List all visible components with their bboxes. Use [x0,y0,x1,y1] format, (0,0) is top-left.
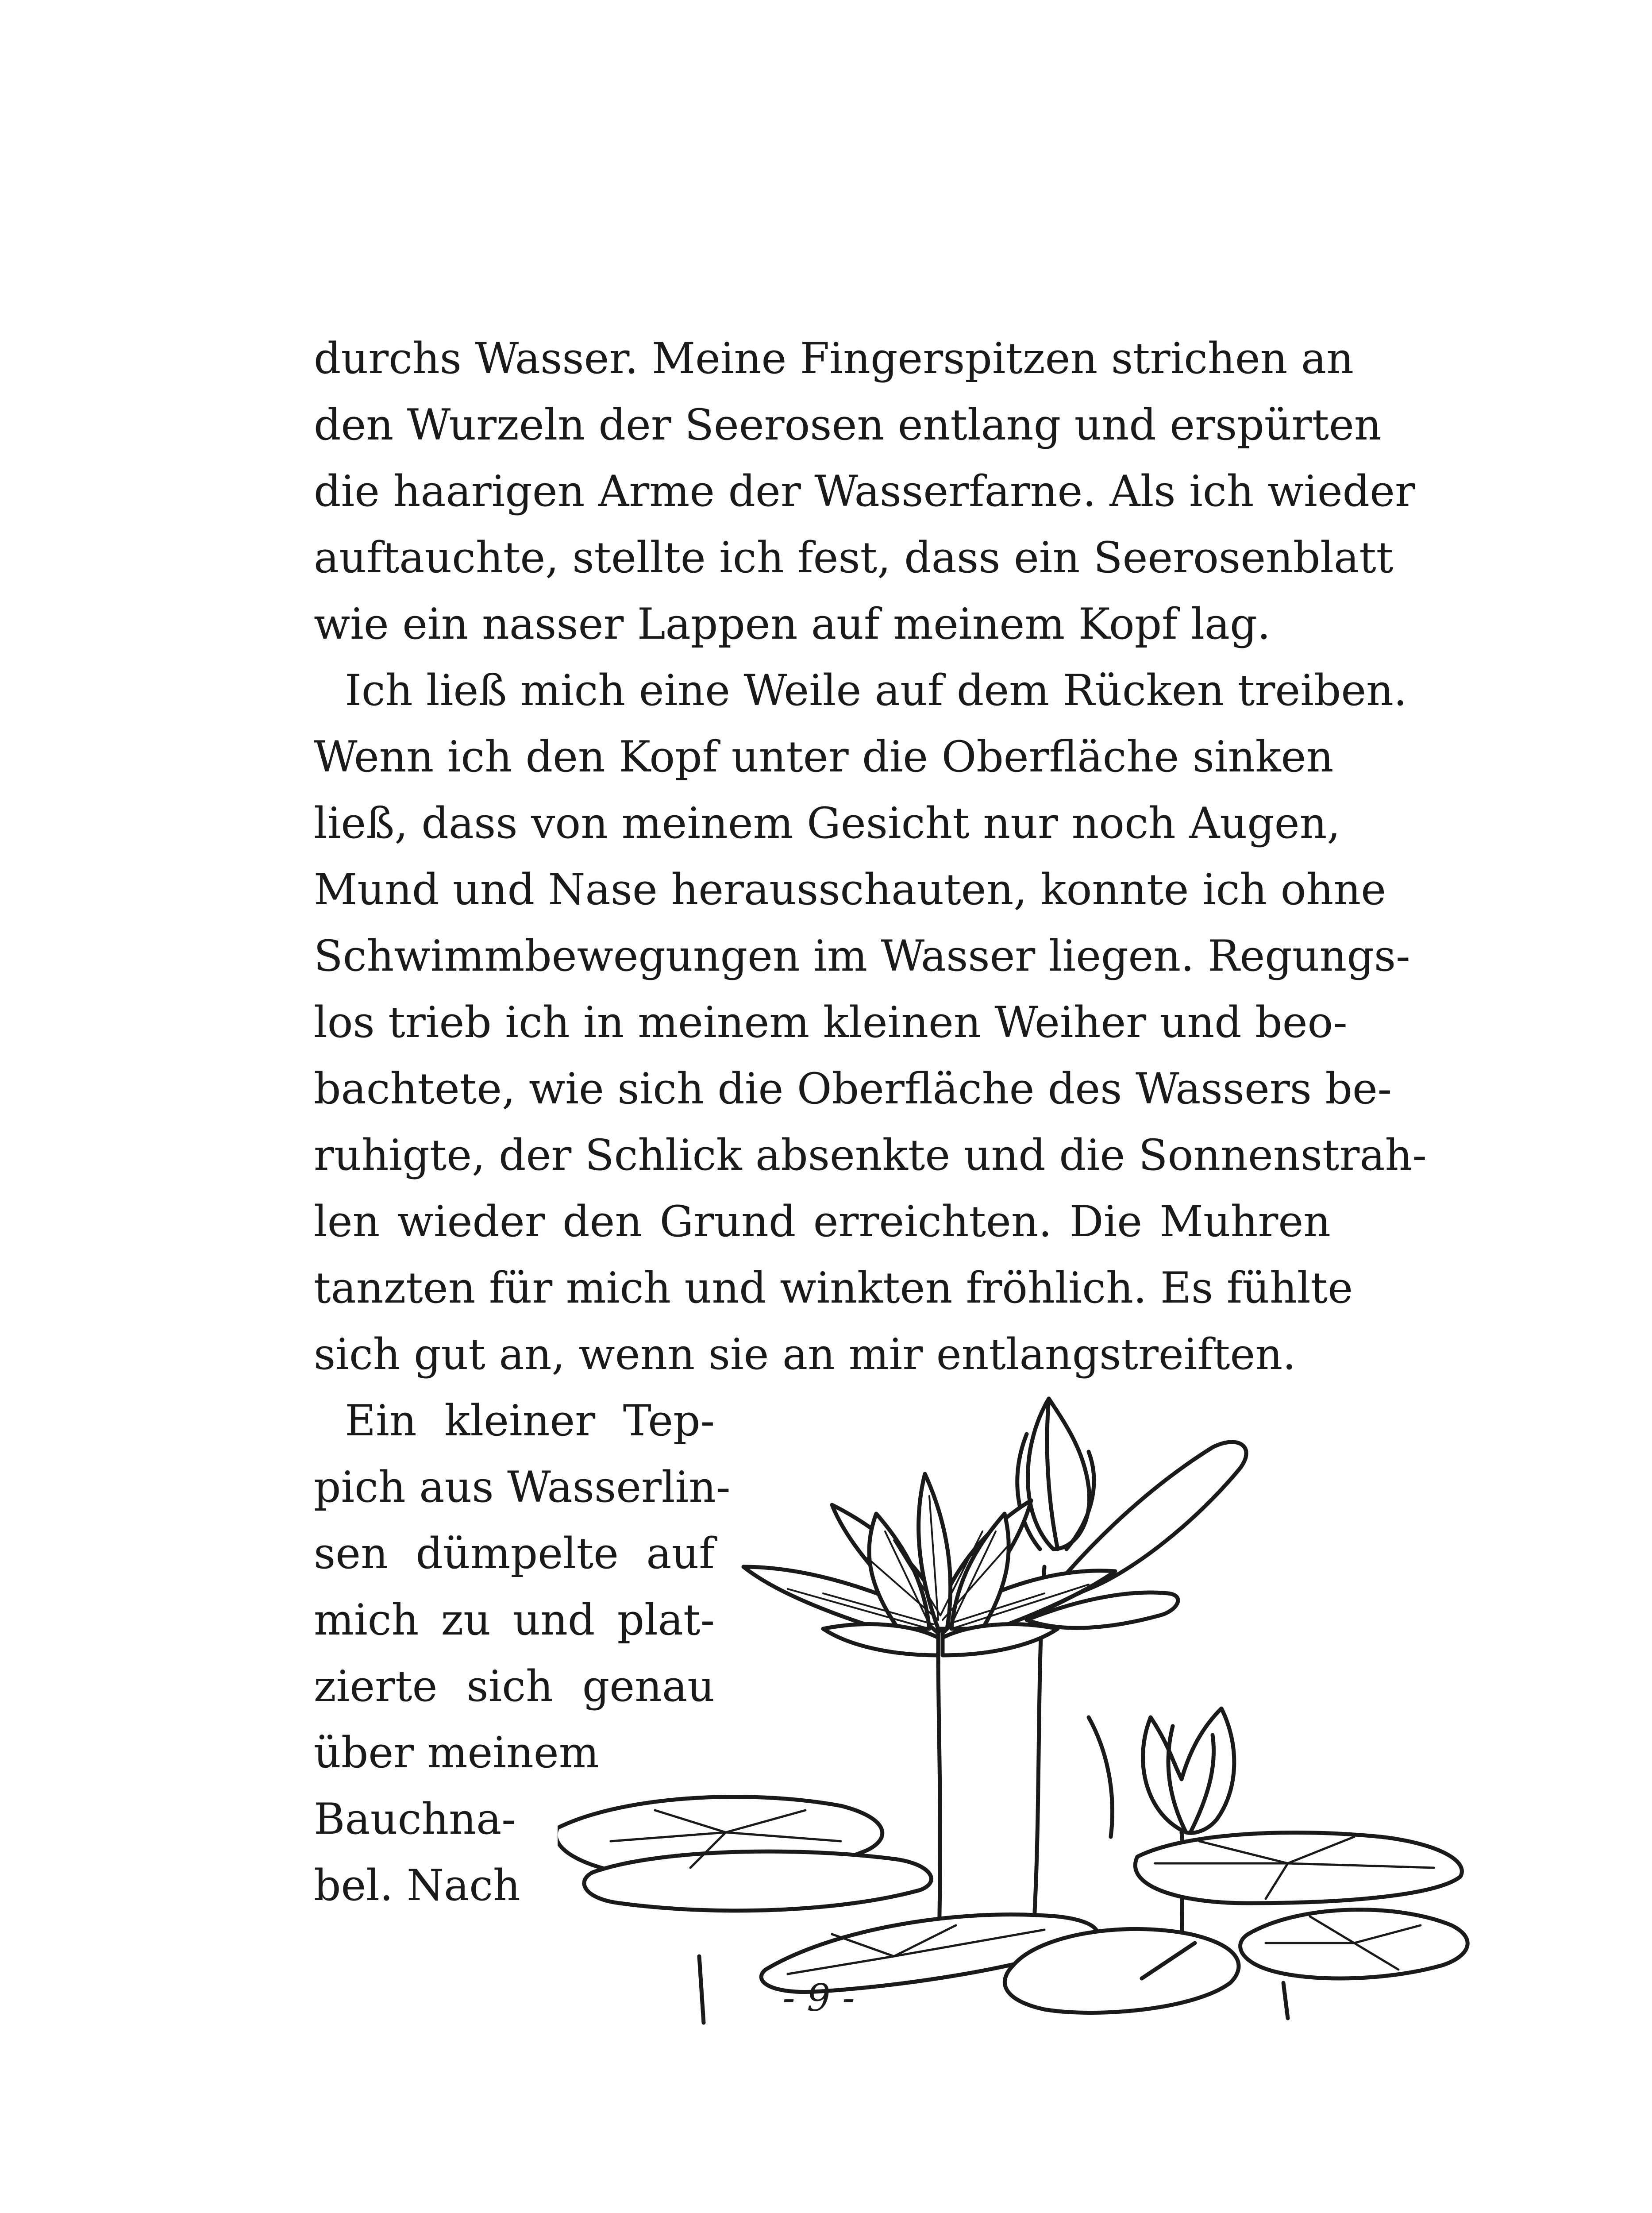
text-line: zierte sich genau [314,1662,715,1711]
text-line: mich zu und plat- [314,1595,715,1645]
text-line: auftauchte, stellte ich fest, dass ein Seerosenblatt [314,533,1394,582]
water-lily-illustration-icon [558,1381,1487,2071]
text-line: pich aus Wasserlin- [314,1462,731,1512]
text-line: ließ, dass von meinem Gesicht nur noch Augen, [314,798,1340,848]
text-line: den Wurzeln der Seerosen entlang und erspürten [314,400,1382,450]
text-line: bachtete, wie sich die Oberfläche des Wassers be- [314,1064,1392,1114]
text-line: len wieder den Grund erreichten. Die Muhren [314,1197,1331,1246]
text-line: ruhigte, der Schlick absenkte und die Sonnenstrah- [314,1130,1427,1180]
text-line: wie ein nasser Lappen auf meinem Kopf lag. [314,599,1271,649]
text-line: durchs Wasser. Meine Fingerspitzen strichen an [314,334,1354,383]
text-line: sen dümpelte auf [314,1529,715,1578]
text-line: los trieb ich in meinem kleinen Weiher und beo- [314,998,1348,1047]
text-line: die haarigen Arme der Wasserfarne. Als ich wieder [314,467,1415,516]
text-line: Ein kleiner Tep- [345,1396,715,1446]
text-line: tanzten für mich und winkten fröhlich. Es fühlte [314,1263,1353,1313]
text-line: Bauchna- [314,1794,516,1844]
text-line: Mund und Nase herausschauten, konnte ich ohne [314,865,1386,914]
text-line: sich gut an, wenn sie an mir entlangstreiften. [314,1330,1296,1379]
text-line: Wenn ich den Kopf unter die Oberfläche sinken [314,732,1334,782]
text-line: bel. Nach [314,1861,520,1910]
text-line: über meinem [314,1728,599,1777]
text-line: Schwimmbewegungen im Wasser liegen. Regungs- [314,931,1410,981]
text-line: Ich ließ mich eine Weile auf dem Rücken treiben. [345,666,1407,715]
page-number: - 9 - [782,1976,855,2020]
